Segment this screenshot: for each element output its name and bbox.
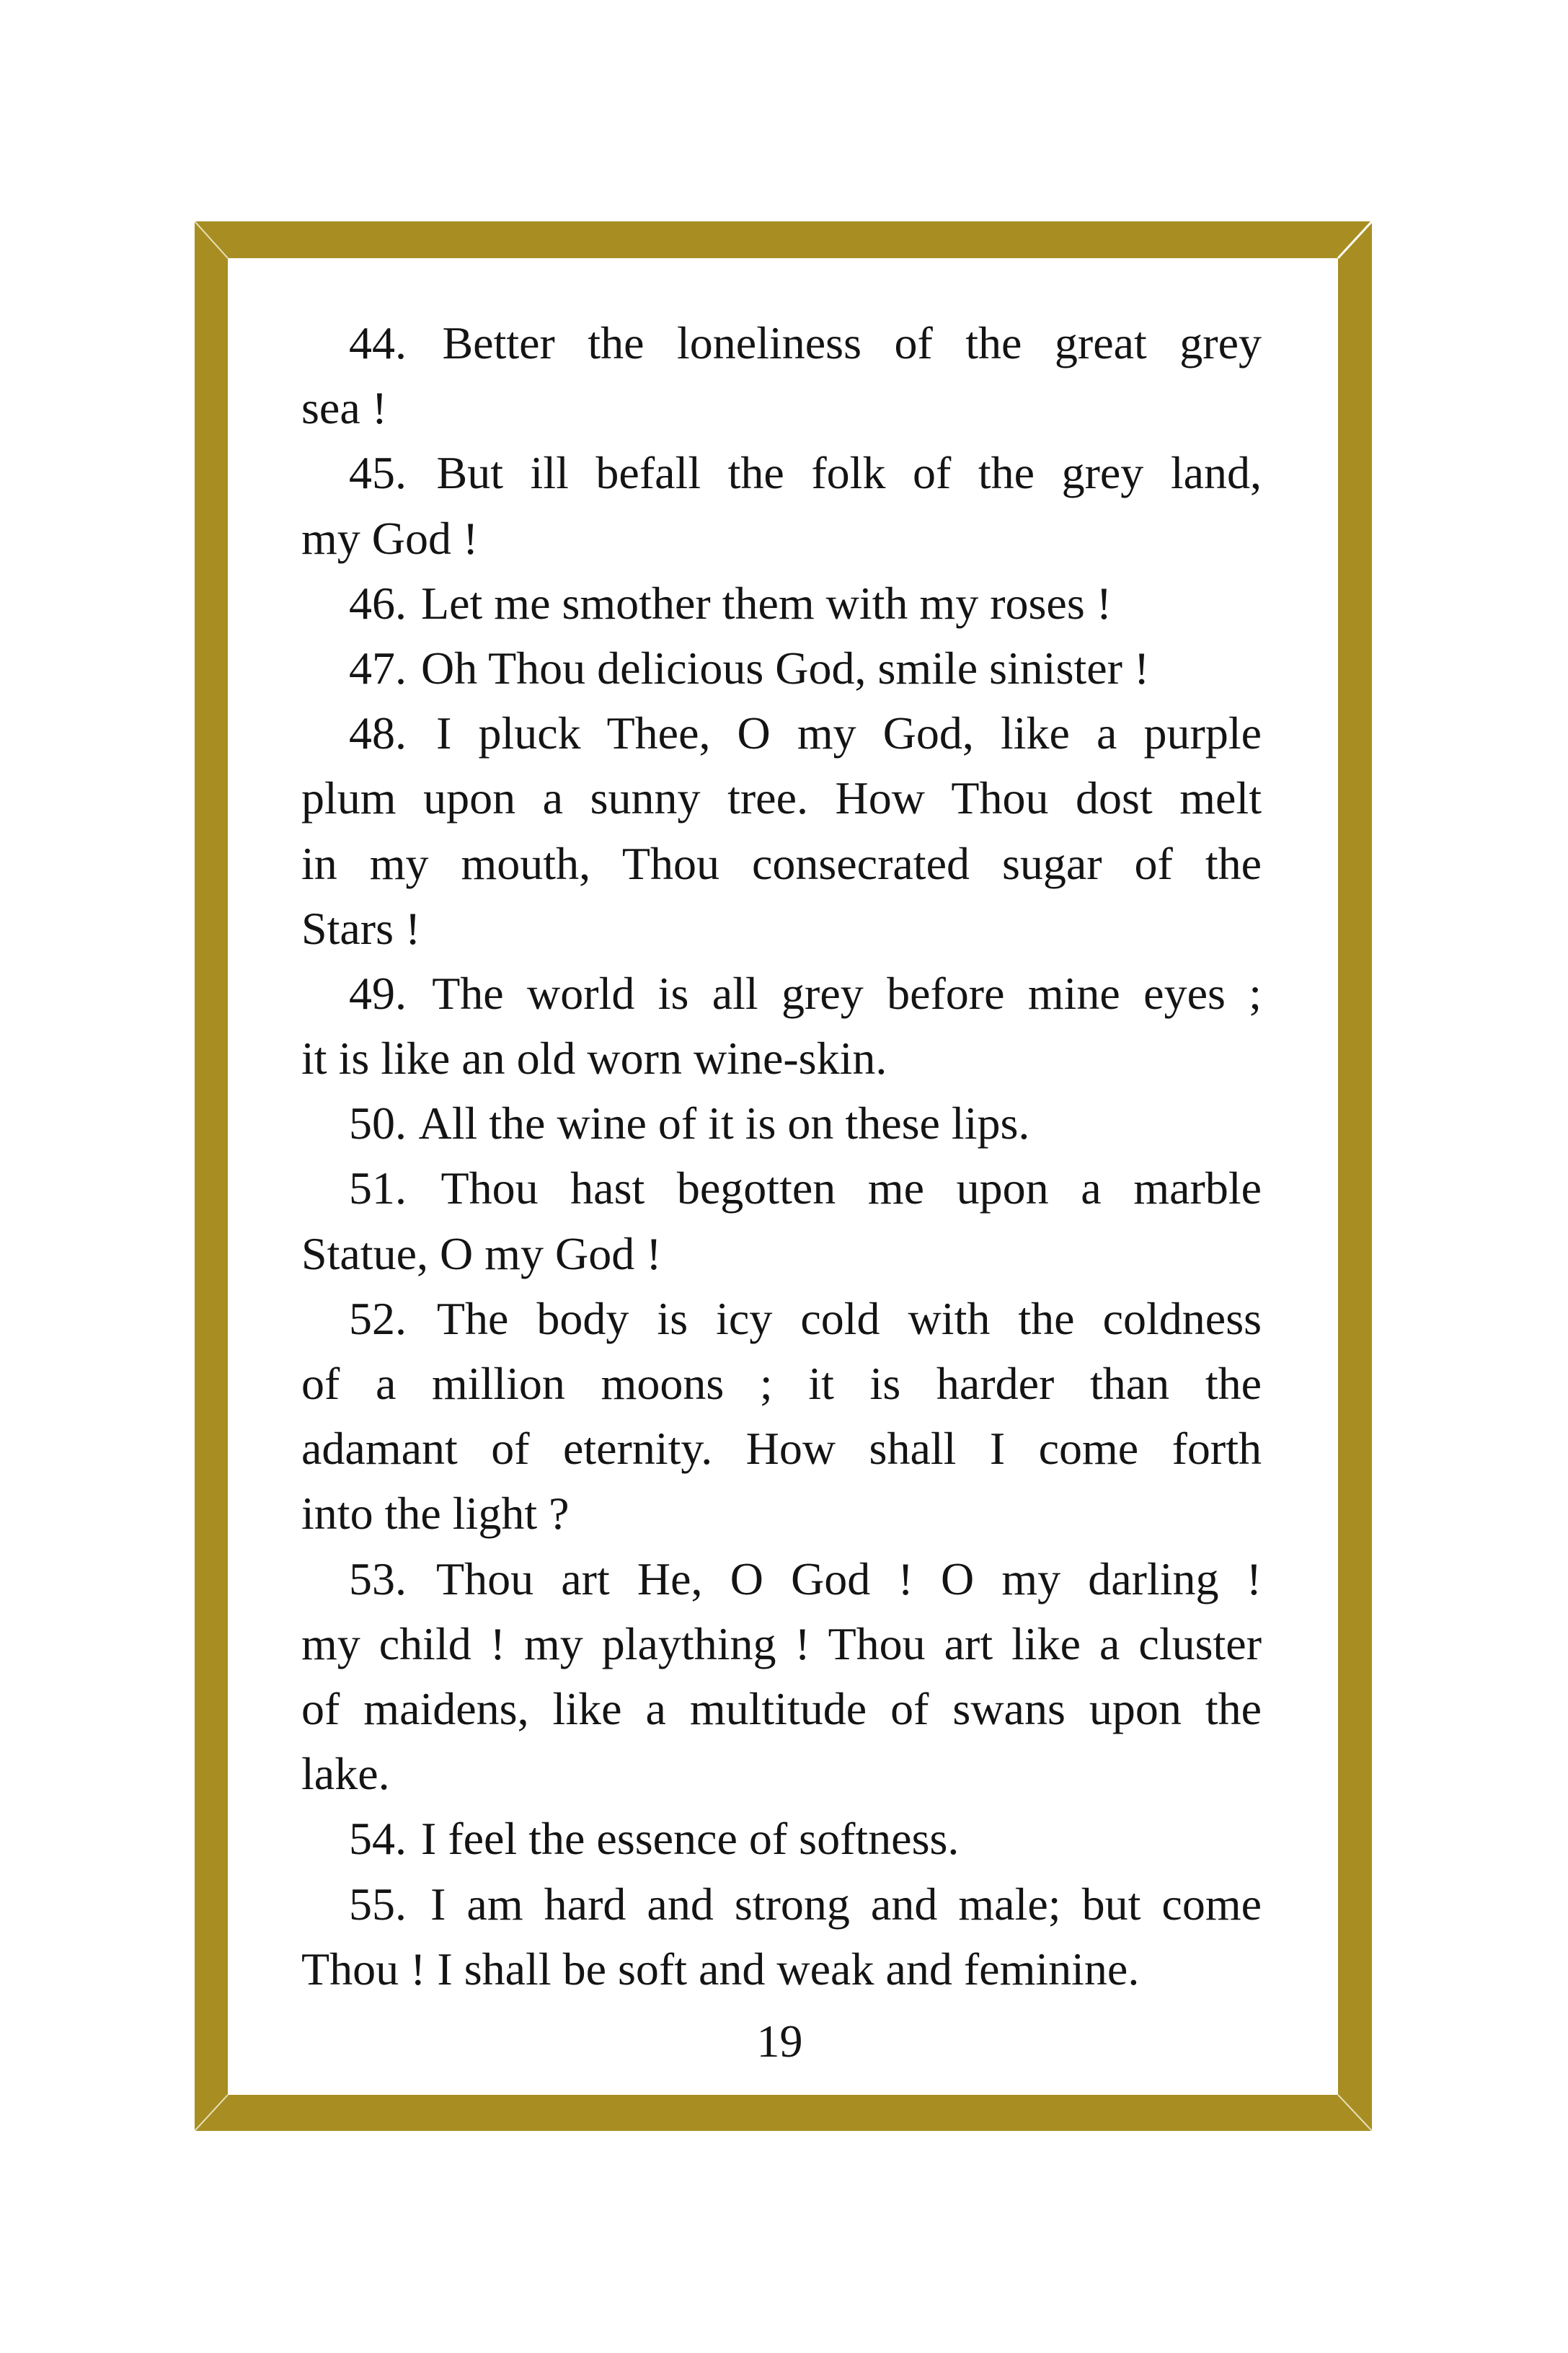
verse-paragraph [301, 1091, 1262, 1156]
verse-line-text: my God ! [301, 512, 479, 564]
verse-line [301, 831, 1262, 896]
verse-paragraph [301, 961, 1262, 1091]
verse-paragraph [301, 311, 1262, 441]
verse-line [301, 1937, 1262, 2002]
verse-paragraph [301, 1547, 1262, 1807]
verse-line [301, 441, 1262, 506]
page-number-text: 19 [756, 2016, 803, 2067]
verse-line-text: of maidens, like a multitude of swans upon the [301, 1682, 1262, 1734]
verse-line-text: lake. [301, 1748, 390, 1800]
verse-line-text: Thou ! I shall be soft and weak and feminine. [301, 1943, 1140, 1995]
verse-line-text: I am hard and strong and male; but come [430, 1878, 1262, 1930]
verse-line [301, 1806, 1262, 1871]
verse-number: 47. [349, 642, 407, 694]
verse-paragraph [301, 1872, 1262, 2002]
verse-number: 44. [349, 317, 407, 368]
verse-line [301, 1612, 1262, 1677]
verse-line-text: I pluck Thee, O my God, like a purple [436, 707, 1262, 759]
verse-line-text: Statue, O my God ! [301, 1227, 662, 1279]
verse-line [301, 896, 1262, 961]
verse-line [301, 506, 1262, 571]
verse-line-text: Let me smother them with my roses ! [421, 577, 1112, 629]
verse-line [301, 1872, 1262, 1937]
verse-line-text: Oh Thou delicious God, smile sinister ! [421, 642, 1150, 694]
verse-paragraph [301, 1286, 1262, 1547]
verse-number: 54. [349, 1813, 407, 1865]
verse-line [301, 766, 1262, 831]
verse-line [301, 1416, 1262, 1481]
verse-text [301, 311, 1262, 2002]
page-number [0, 2009, 1568, 2074]
verse-line-text: sea ! [301, 382, 388, 434]
verse-line [301, 1091, 1262, 1156]
verse-line [301, 1481, 1262, 1546]
verse-paragraph [301, 1806, 1262, 1871]
verse-line-text: I feel the essence of softness. [421, 1813, 960, 1865]
verse-paragraph [301, 1156, 1262, 1286]
verse-line [301, 701, 1262, 766]
verse-line-text: in my mouth, Thou consecrated sugar of the [301, 837, 1262, 889]
verse-line-text: Better the loneliness of the great grey [442, 317, 1262, 368]
verse-line-text: plum upon a sunny tree. How Thou dost melt [301, 772, 1262, 824]
verse-number: 45. [349, 447, 407, 499]
verse-number: 50. [349, 1098, 407, 1149]
verse-number: 49. [349, 967, 407, 1019]
verse-line-text: But ill befall the folk of the grey land, [436, 447, 1262, 499]
verse-number: 51. [349, 1162, 407, 1214]
verse-line [301, 1547, 1262, 1612]
verse-line-text: it is like an old worn wine-skin. [301, 1033, 887, 1085]
verse-line [301, 1156, 1262, 1221]
verse-line-text: Thou hast begotten me upon a marble [440, 1162, 1262, 1214]
verse-line [301, 1677, 1262, 1741]
verse-line [301, 961, 1262, 1026]
verse-paragraph [301, 701, 1262, 961]
verse-line-text: adamant of eternity. How shall I come forth [301, 1423, 1262, 1475]
verse-paragraph [301, 571, 1262, 636]
verse-line [301, 1351, 1262, 1416]
verse-number: 46. [349, 577, 407, 629]
verse-number: 48. [349, 707, 407, 759]
verse-line [301, 1026, 1262, 1091]
verse-line [301, 1222, 1262, 1286]
verse-number: 55. [349, 1878, 407, 1930]
verse-paragraph [301, 636, 1262, 701]
verse-line-text: Stars ! [301, 902, 421, 954]
verse-line-text: All the wine of it is on these lips. [418, 1098, 1030, 1149]
verse-line [301, 1741, 1262, 1806]
verse-paragraph [301, 441, 1262, 570]
verse-line [301, 311, 1262, 376]
verse-line-text: Thou art He, O God ! O my darling ! [436, 1553, 1262, 1604]
verse-line [301, 376, 1262, 441]
verse-line-text: my child ! my plaything ! Thou art like a cluster [301, 1617, 1262, 1669]
verse-line [301, 1286, 1262, 1351]
verse-line [301, 571, 1262, 636]
verse-line [301, 636, 1262, 701]
verse-line-text: The body is icy cold with the coldness [436, 1292, 1262, 1344]
verse-number: 53. [349, 1553, 407, 1604]
verse-line-text: The world is all grey before mine eyes ; [432, 967, 1262, 1019]
verse-line-text: into the light ? [301, 1488, 570, 1540]
verse-line-text: of a million moons ; it is harder than the [301, 1358, 1262, 1409]
verse-number: 52. [349, 1292, 407, 1344]
